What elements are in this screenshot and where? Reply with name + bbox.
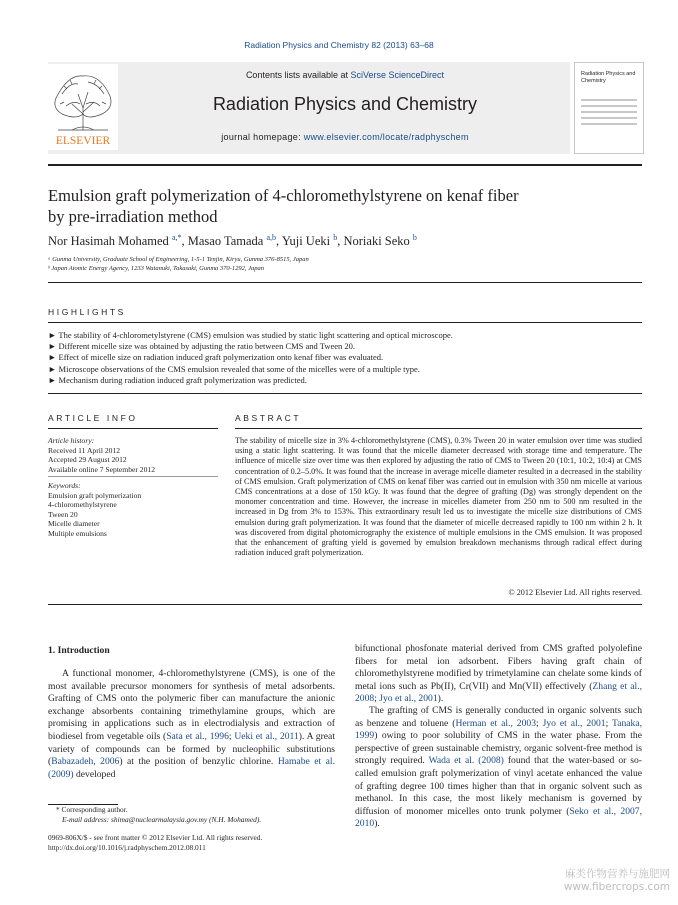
highlights-list — [48, 330, 642, 386]
highlights-heading: HIGHLIGHTS — [48, 307, 126, 317]
article-title — [48, 185, 642, 227]
history-entry: Received 11 April 2012 — [48, 445, 121, 455]
article-history-label: Article history: — [48, 436, 95, 445]
highlight-item: ► Different micelle size was obtained by adjusting the ratio between CMS and Tween 20. — [48, 341, 356, 352]
article-info-heading: ARTICLE INFO — [48, 413, 138, 423]
abstract-bottom-divider — [48, 604, 642, 605]
abstract-copyright: © 2012 Elsevier Ltd. All rights reserved. — [508, 588, 642, 597]
highlight-item: ► Mechanism during radiation induced graft polymerization was predicted. — [48, 374, 307, 385]
history-entry: Available online 7 September 2012 — [48, 464, 155, 474]
author-name[interactable]: Yuji Ueki — [281, 234, 331, 249]
history-entry: Accepted 29 August 2012 — [48, 455, 127, 465]
citation-link[interactable]: Herman et al., 2003 — [455, 717, 536, 729]
introduction-heading: 1. Introduction — [48, 645, 110, 656]
highlight-item: ► Effect of micelle size on radiation induced graft polymerization onto kenaf fiber was evaluated. — [48, 352, 384, 363]
intro-text: ). — [374, 818, 380, 830]
author-email[interactable]: E-mail address: shima@nuclearmalaysia.gov.my (N.H. Mohamed). — [62, 815, 262, 824]
author-separator: , — [337, 234, 344, 249]
author-name[interactable]: Noriaki Seko — [343, 234, 410, 249]
article-info-divider — [48, 428, 218, 429]
elsevier-tree-icon — [48, 64, 118, 150]
keyword: Micelle diameter — [48, 519, 100, 529]
abstract-divider — [235, 428, 642, 429]
author-affiliation-marker[interactable]: b — [412, 233, 417, 242]
intro-text: ) owing to poor solubility of CMS in the water phase. From the perspective of green sustainable chemistry, organic solvent-free method is strongly required. — [355, 730, 642, 767]
journal-title: Radiation Physics and Chemistry — [212, 94, 478, 114]
highlights-divider — [48, 322, 642, 323]
author-separator: , — [181, 234, 188, 249]
citation-separator: ; — [605, 717, 613, 729]
intro-text: The grafting of CMS is generally conducted in organic solvents such as benzene and toluene ( — [355, 705, 642, 729]
keyword: Tween 20 — [48, 509, 78, 519]
highlight-item: ► Microscope observations of the CMS emulsion revealed that some of the micelles were of a multiple type. — [48, 363, 420, 374]
highlight-item: ► The stability of 4-chlorometylstyrene (CMS) emulsion was studied by static light scattering and optical microscope. — [48, 330, 453, 340]
article-title-line: by pre-irradiation method — [48, 207, 218, 226]
elsevier-logo — [48, 64, 118, 150]
author-name[interactable]: Masao Tamada — [187, 234, 264, 249]
issn-line: 0969-806X/$ - see front matter © 2012 Elsevier Ltd. All rights reserved. — [48, 833, 263, 842]
citation-separator: ; — [374, 693, 380, 705]
citation-link[interactable]: Jyo et al., 2001 — [379, 693, 438, 705]
intro-text: found that the water-based or so-called emulsion graft polymerization of vinyl acetate enhanced the value of grafting degree 100 times higher than that in organic solvent such as methanol. In this case, the most likely mechanism is governed by diffusion of monomer micelles onto trunk polymer ( — [355, 755, 642, 817]
abstract-text: The stability of micelle size in 3% 4-chloromethylstyrene (CMS), 0.3% Tween 20 in water emulsion over time was studied using a static light scattering. It was found that the micelle diameter decreased with storage time and temperature. The influence of micelle size over time was then explored by adjusting the ratio of CMS to Tween 20 (10:1, 10:2, 10:4) at CMS concentration of 0.2–5.0%. It was found that the increase in average micelle diameter resulted in a decreased in the stability of CMS emulsion. Graft polymerization of CMS on kenaf fiber was carried out in emulsion with 350 nm micelle at various CMS concentrations at a dose of 150 kGy. It was found that the degree of grafting (Dg) was strongly dependent on the monomer concentration and time. However, the increase in micelles diameter from 250 nm to 500 nm resulted in the increased in Dg from 3% to 153%. This extraordinary result led us to investigate the micelle size distributions of CMS emulsion during graft polymerization. It was found that the diameter of micelle decreased rapidly to 100 nm within 2 h. It was discovered from digital photomicrography the existence of multiple emulsions in the CMS emulsion. It was proposed that the enhancement of grafting yield is governed by emulsion breakdown mechanisms through radical effect during radiation induced graft polymerization. — [235, 436, 642, 558]
citation-separator: ; — [536, 717, 543, 729]
intro-text: ) at the position of benzylic chlorine. — [119, 756, 278, 768]
affiliation: ᵃ Gunma University, Graduate School of Engineering, 1-5-1 Tenjin, Kiryu, Gunma 376-8515, Japan — [48, 256, 309, 263]
keywords-divider — [48, 476, 218, 477]
author-affiliation-marker[interactable]: a,b — [266, 233, 277, 242]
keyword: 4-chloromethylstyrene — [48, 500, 117, 510]
citation-link[interactable]: Sata et al., 1996 — [166, 730, 229, 742]
contents-availability — [120, 70, 570, 80]
keyword: Multiple emulsions — [48, 528, 107, 538]
author-list — [48, 233, 642, 249]
journal-reference[interactable]: Radiation Physics and Chemistry 82 (2013) 63–68 — [244, 40, 434, 50]
citation-link[interactable]: Tanaka, 1999 — [355, 717, 642, 742]
website-watermark — [540, 868, 670, 894]
intro-text: bifunctional phosfonate material derived from CMS grafted polyolefine fibers for metal ion adsorbent. Fibers having graft chain of chloromethylstyrene modified by trimetylamine can chelate some kinds of metal ions such as Pb(II), Cr(VII) and Mn(VII) effectively ( — [355, 643, 642, 692]
abstract-heading: ABSTRACT — [235, 413, 302, 423]
author-separator: , — [276, 234, 282, 249]
elsevier-wordmark: ELSEVIER — [55, 135, 111, 147]
author-affiliation-marker[interactable]: b — [333, 233, 338, 242]
intro-text: ). — [437, 693, 444, 705]
watermark-line: www.fibercrops.com — [563, 881, 670, 893]
affiliation-divider — [48, 282, 642, 283]
cover-rule — [581, 99, 637, 101]
citation-link[interactable]: Hamabe et al. (2009) — [48, 756, 335, 780]
doi-link[interactable]: http://dx.doi.org/10.1016/j.radphyschem.2012.08.011 — [48, 843, 206, 852]
cover-rule — [581, 117, 637, 119]
intro-paragraph-left — [48, 668, 335, 781]
author-affiliation-marker[interactable]: a,* — [171, 233, 182, 242]
citation-link[interactable]: Zhang et al., 2008 — [355, 680, 643, 705]
cover-rule — [581, 123, 637, 125]
citation-link[interactable]: Ueki et al., 2011 — [234, 730, 299, 742]
author-name[interactable]: Nor Hasimah Mohamed — [48, 234, 169, 249]
contents-prefix: Contents lists available at — [245, 70, 351, 80]
journal-cover-thumbnail — [574, 62, 644, 154]
keyword: Emulsion graft polymerization — [48, 490, 142, 500]
journal-homepage — [120, 132, 570, 142]
intro-text: ). A great variety of compounds can be formed by nucleophilic substitutions ( — [48, 730, 335, 768]
sciverse-link[interactable]: SciVerse ScienceDirect — [350, 70, 445, 80]
cover-title: Radiation Physics and Chemistry — [581, 71, 636, 84]
cover-rule — [581, 105, 637, 107]
highlights-bottom-divider — [48, 393, 642, 394]
affiliation: ᵇ Japan Atomic Energy Agency, 1233 Watanuki, Takasaki, Gunma 370-1292, Japan — [48, 265, 264, 272]
intro-text: developed — [73, 768, 116, 780]
homepage-prefix: journal homepage: — [221, 132, 304, 142]
header-divider — [48, 164, 642, 166]
keywords — [48, 481, 218, 539]
article-title-line: Emulsion graft polymerization of 4-chloromethylstyrene on kenaf fiber — [48, 186, 519, 205]
corresponding-author-note: * Corresponding author. — [56, 805, 128, 814]
citation-link[interactable]: Babazadeh, 2006 — [51, 756, 120, 768]
homepage-link[interactable]: www.elsevier.com/locate/radphyschem — [303, 132, 469, 142]
cover-rule — [581, 111, 637, 113]
intro-text: A functional monomer, 4-chloromethylstyrene (CMS), is one of the most available precursor monomers for synthesis of metal adsorbents. Grafting of CMS onto the polymeric fiber can manufacture the anionic exchange absorbents containing trimethylamine groups, which are promising in applications such as in electrodialysis and extraction of biodiesel from vegetable oils ( — [48, 668, 335, 742]
keywords-label: Keywords: — [48, 481, 81, 490]
citation-link[interactable]: Jyo et al., 2001 — [542, 717, 606, 729]
citation-link[interactable]: Seko et al., 2007, 2010 — [355, 805, 642, 830]
citation-separator: ; — [228, 730, 235, 742]
citation-link[interactable]: Wada et al. (2008) — [428, 755, 504, 767]
intro-paragraph-right-1 — [355, 643, 642, 706]
watermark-line: 麻类作物营养与施肥网 — [565, 868, 670, 880]
article-history — [48, 436, 218, 474]
intro-paragraph-right-2 — [355, 705, 642, 831]
